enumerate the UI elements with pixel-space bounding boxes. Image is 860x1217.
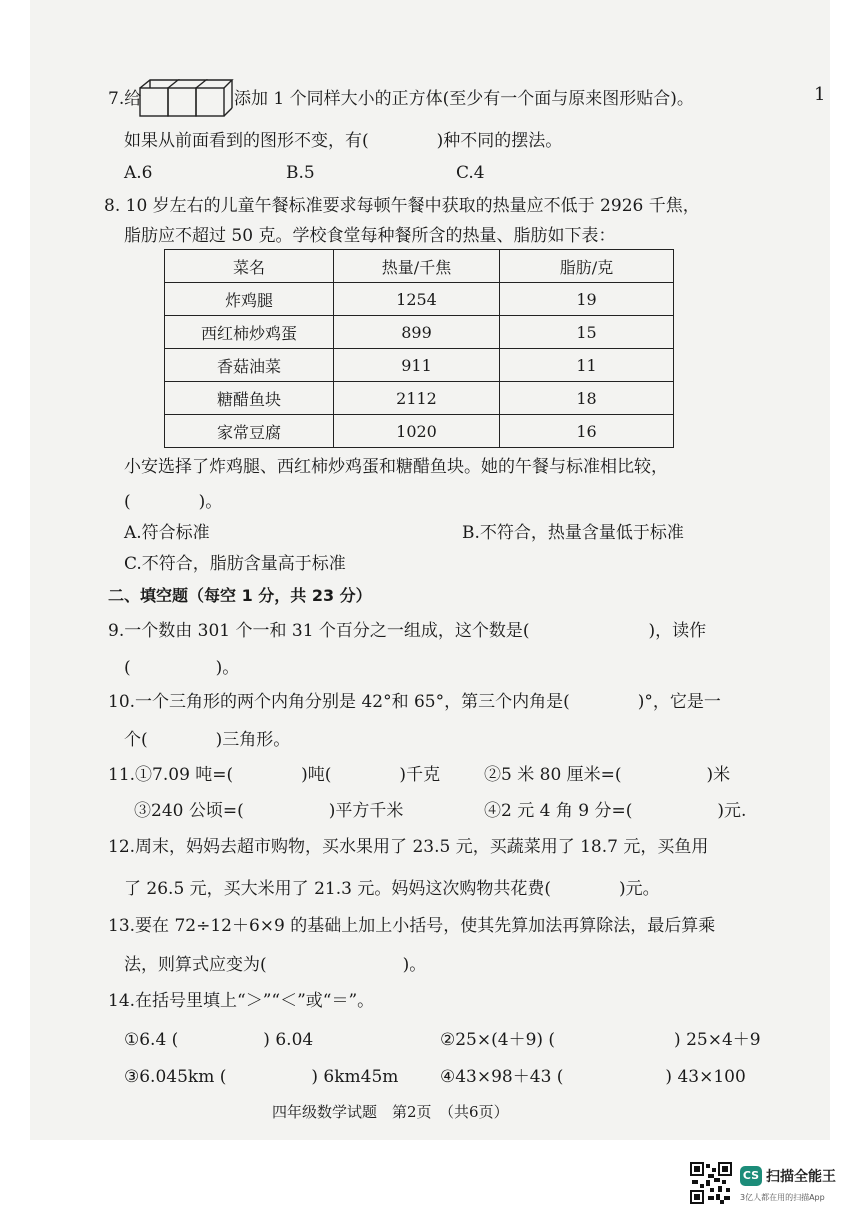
- cell-calories: 1020: [334, 415, 500, 448]
- table-row: [165, 349, 674, 382]
- cell-dish: 糖醋鱼块: [165, 382, 334, 415]
- scanner-name: 扫描全能王: [766, 1169, 836, 1185]
- table-row: [165, 415, 674, 448]
- qr-code-icon: [690, 1162, 732, 1204]
- page-margin-mark: 1: [814, 84, 826, 105]
- q7-label: 7.给: [108, 89, 142, 109]
- q11-item2: ②5 米 80 厘米=( )米: [484, 765, 731, 785]
- cell-dish: 香菇油菜: [165, 349, 334, 382]
- q14-item4: ④43×98＋43 ( ) 43×100: [440, 1067, 746, 1087]
- q11-item4: ④2 元 4 角 9 分=( )元.: [484, 801, 747, 821]
- q8-line3: 小安选择了炸鸡腿、西红柿炒鸡蛋和糖醋鱼块。她的午餐与标准相比较，: [124, 457, 668, 477]
- cell-fat: 18: [500, 382, 674, 415]
- q8-line4: ( )。: [124, 492, 223, 512]
- q8-line2: 脂肪应不超过 50 克。学校食堂每种餐所含的热量、脂肪如下表：: [124, 226, 616, 246]
- q14-item3: ③6.045km ( ) 6km45m: [124, 1067, 399, 1087]
- q7-option-b: B.5: [286, 163, 315, 183]
- cell-fat: 15: [500, 316, 674, 349]
- q8-option-a: A.符合标准: [124, 523, 210, 543]
- cell-calories: 2112: [334, 382, 500, 415]
- header-calories: 热量/千焦: [334, 250, 500, 283]
- q7-option-a: A.6: [124, 163, 153, 183]
- cell-dish: 家常豆腐: [165, 415, 334, 448]
- table-row: [165, 382, 674, 415]
- q7-line2: 如果从前面看到的图形不变，有( )种不同的摆法。: [124, 131, 563, 151]
- q8-option-b: B.不符合，热量含量低于标准: [462, 523, 684, 543]
- q7-line1: 添加 1 个同样大小的正方体(至少有一个面与原来图形贴合)。: [234, 89, 694, 109]
- q7-option-c: C.4: [456, 163, 485, 183]
- section-title: 二、填空题（每空 1 分，共 23 分）: [108, 586, 372, 605]
- q12-line2: 了 26.5 元，买大米用了 21.3 元。妈妈这次购物共花费( )元。: [124, 879, 660, 899]
- scanner-logo: CS: [740, 1166, 762, 1186]
- cell-fat: 19: [500, 283, 674, 316]
- q14-item2: ②25×(4＋9) ( ) 25×4＋9: [440, 1030, 761, 1050]
- cell-fat: 16: [500, 415, 674, 448]
- header-fat: 脂肪/克: [500, 250, 674, 283]
- table-row: [165, 283, 674, 316]
- q10-line1: 10.一个三角形的两个内角分别是 42°和 65°，第三个内角是( )°，它是一: [108, 692, 721, 712]
- q14-item1: ①6.4 ( ) 6.04: [124, 1030, 314, 1050]
- header-dish: 菜名: [165, 250, 334, 283]
- q11-item3: ③240 公顷=( )平方千米: [134, 801, 404, 821]
- q9-line1: 9.一个数由 301 个一和 31 个百分之一组成，这个数是( )，读作: [108, 621, 707, 641]
- cell-dish: 炸鸡腿: [165, 283, 334, 316]
- nutrition-table: [164, 249, 674, 448]
- cube-figure-icon: [138, 78, 234, 118]
- cell-calories: 911: [334, 349, 500, 382]
- q8-option-c: C.不符合，脂肪含量高于标准: [124, 554, 346, 574]
- cell-dish: 西红柿炒鸡蛋: [165, 316, 334, 349]
- table-row: [165, 316, 674, 349]
- q11-item1: 11.①7.09 吨=( )吨( )千克: [108, 765, 441, 785]
- q12-line1: 12.周末，妈妈去超市购物，买水果用了 23.5 元，买蔬菜用了 18.7 元，买鱼用: [108, 837, 709, 857]
- table-header-row: [165, 250, 674, 283]
- q13-line1: 13.要在 72÷12＋6×9 的基础上加上小括号，使其先算加法再算除法，最后算乘: [108, 916, 716, 936]
- q9-line2: ( )。: [124, 658, 240, 678]
- page-footer: 四年级数学试题 第2页 （共6页）: [272, 1103, 509, 1121]
- q10-line2: 个( )三角形。: [124, 730, 291, 750]
- scanner-tagline: 3亿人都在用的扫描App: [740, 1193, 825, 1202]
- cell-calories: 899: [334, 316, 500, 349]
- q8-line1: 8. 10 岁左右的儿童午餐标准要求每顿午餐中获取的热量应不低于 2926 千焦，: [104, 196, 700, 216]
- q13-line2: 法，则算式应变为( )。: [124, 955, 427, 975]
- cell-calories: 1254: [334, 283, 500, 316]
- q14-line1: 14.在括号里填上“＞”“＜”或“＝”。: [108, 991, 375, 1011]
- cell-fat: 11: [500, 349, 674, 382]
